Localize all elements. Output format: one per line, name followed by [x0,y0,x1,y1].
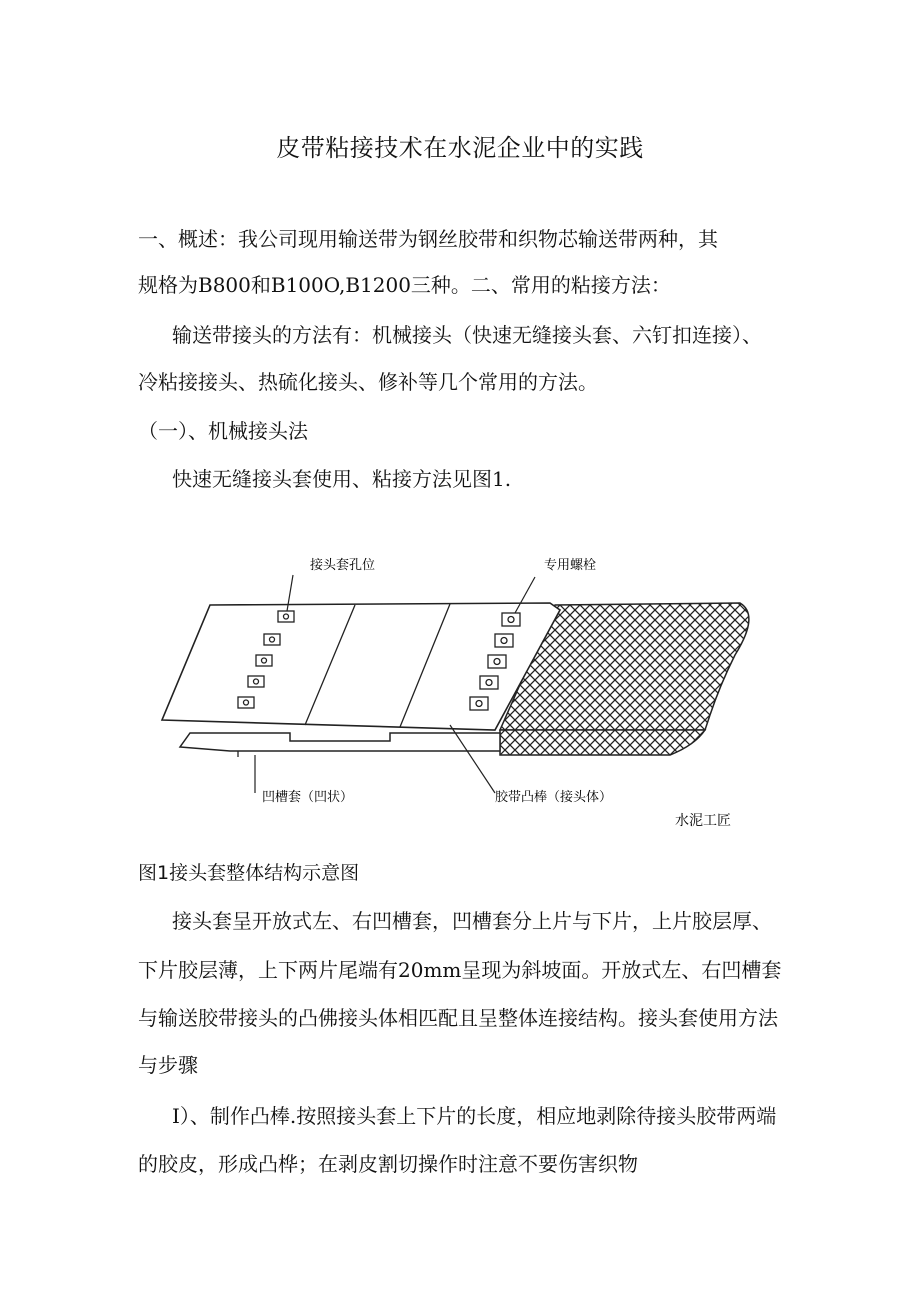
paragraph-sleeve-line4: 与步骤 [138,1053,198,1077]
section-heading-mechanical: （一）、机械接头法 [138,419,308,443]
watermark-text: 水泥工匠 [675,813,731,829]
paragraph-overview-line2: 规格为B800和B100O,B1200三种。二、常用的粘接方法： [138,273,671,297]
paragraph-figure-ref: 快速无缝接头套使用、粘接方法见图1. [172,467,512,491]
paragraph-step1-line1: I）、制作凸棒.按照接头套上下片的长度，相应地剥除待接头胶带两端 [172,1104,777,1128]
paragraph-step1-line2: 的胶皮，形成凸桦；在剥皮割切操作时注意不要伤害织物 [138,1152,638,1176]
belt-lower-crosshatch [500,730,705,755]
paragraph-sleeve-line3: 与输送胶带接头的凸佛接头体相匹配且呈整体连接结构。接头套使用方法 [138,1006,778,1030]
paragraph-sleeve-line1: 接头套呈开放式左、右凹槽套，凹槽套分上片与下片，上片胶层厚、 [172,909,772,933]
label-groove-sleeve: 凹槽套（凹状） [262,790,354,805]
paragraph-methods-line2: 冷粘接接头、热硫化接头、修补等几个常用的方法。 [138,370,598,394]
joint-sleeve-diagram [150,545,770,835]
label-special-bolt: 专用螺栓 [544,558,597,573]
paragraph-overview-line1: 一、概述：我公司现用输送带为钢丝胶带和织物芯输送带两种，其 [138,227,718,251]
sleeve-lower-plate [180,733,500,751]
figure-caption: 图1接头套整体结构示意图 [138,862,360,884]
paragraph-methods-line1: 输送带接头的方法有：机械接头（快速无缝接头套、六钉扣连接）、 [172,323,762,347]
paragraph-sleeve-line2: 下片胶层薄，上下两片尾端有20mm呈现为斜坡面。开放式左、右凹槽套 [138,958,782,982]
label-belt-tenon: 胶带凸棒（接头体） [495,790,613,805]
label-hole-positions: 接头套孔位 [310,558,376,573]
page-title: 皮带粘接技术在水泥企业中的实践 [276,134,644,162]
